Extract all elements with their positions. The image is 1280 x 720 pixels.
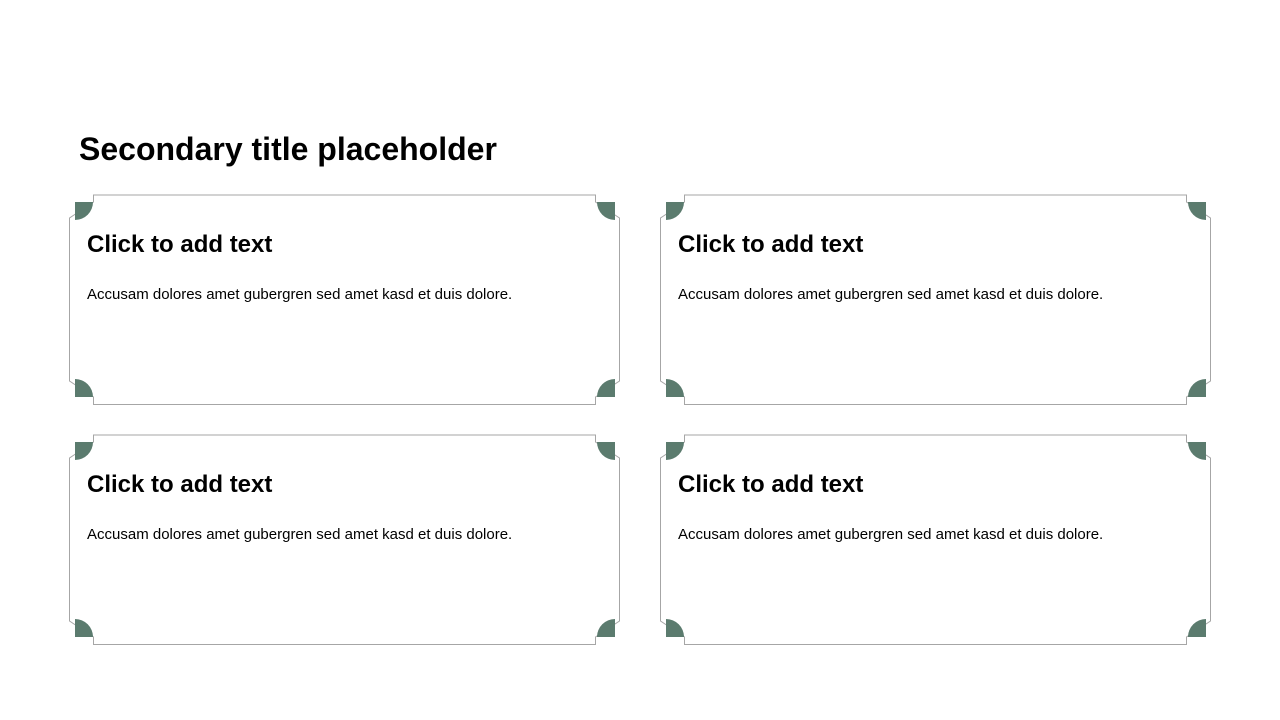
card-body[interactable]: Accusam dolores amet gubergren sed amet kasd et duis dolore.: [87, 286, 513, 303]
text-card[interactable]: [69, 434, 621, 645]
card-body[interactable]: Accusam dolores amet gubergren sed amet kasd et duis dolore.: [678, 286, 1104, 303]
text-card[interactable]: [660, 194, 1212, 405]
card-heading[interactable]: Click to add text: [678, 231, 864, 258]
card-heading[interactable]: Click to add text: [87, 471, 273, 498]
text-card[interactable]: [69, 194, 621, 405]
slide-title[interactable]: Secondary title placeholder: [79, 131, 497, 167]
card-body[interactable]: Accusam dolores amet gubergren sed amet kasd et duis dolore.: [87, 526, 513, 543]
card-heading[interactable]: Click to add text: [678, 471, 864, 498]
text-card[interactable]: [660, 434, 1212, 645]
card-body[interactable]: Accusam dolores amet gubergren sed amet kasd et duis dolore.: [678, 526, 1104, 543]
card-heading[interactable]: Click to add text: [87, 231, 273, 258]
